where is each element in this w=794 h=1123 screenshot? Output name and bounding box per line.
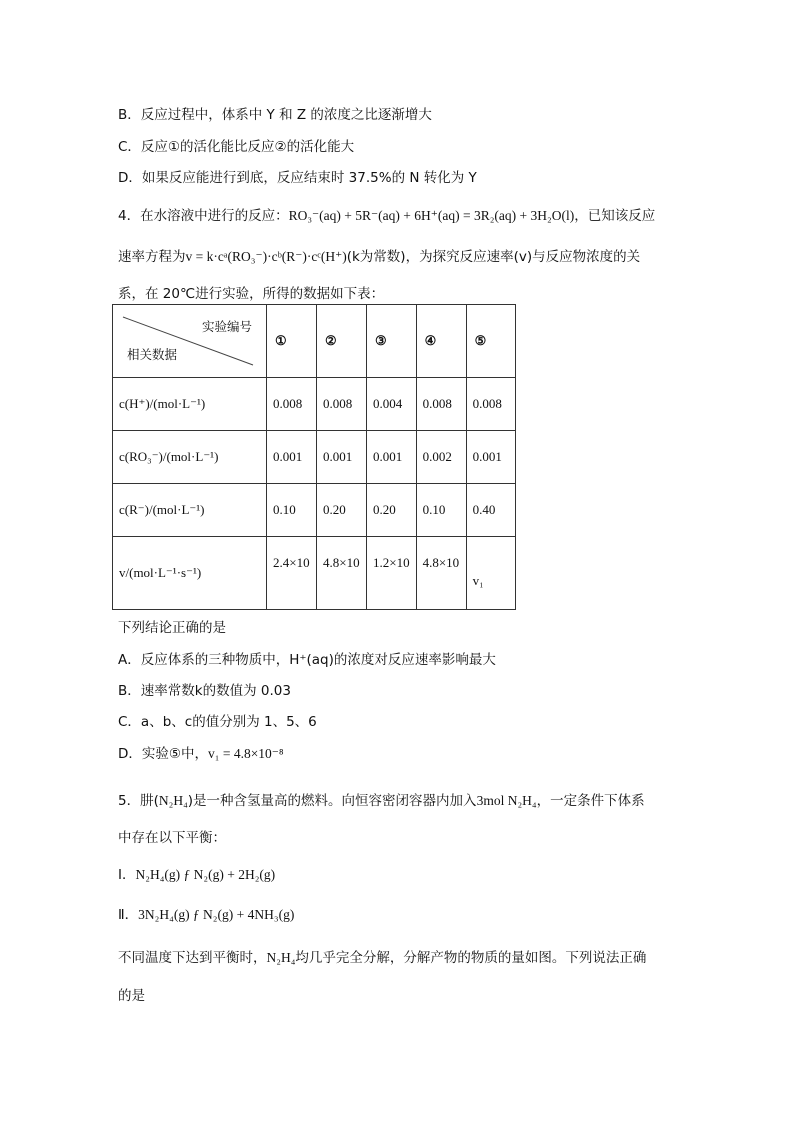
q4-line-3: 系，在 20℃进行实验，所得的数据如下表：: [118, 286, 385, 302]
q5-line3-end: 均几乎完全分解，分解产物的物质的量如图。下列说法正确: [295, 950, 647, 966]
table-row: [113, 431, 516, 484]
q5-line-2: 中存在以下平衡：: [118, 830, 226, 846]
q4-rate-end: (k为常数)，为探究反应速率(v)与反应物浓度的关: [346, 249, 641, 265]
experiment-table: [112, 304, 516, 610]
table-cell: 0.001: [317, 431, 367, 484]
col-header-4: ④: [416, 305, 466, 378]
table-cell: 0.001: [367, 431, 417, 484]
row-label: c(R⁻)/(mol·L⁻¹): [113, 484, 267, 537]
table-row: [113, 378, 516, 431]
diagonal-line: [113, 305, 267, 378]
table-cell: 0.008: [466, 378, 515, 431]
header-experiment-number: 实验编号: [201, 319, 252, 334]
q4-option-d-formula: v₁ = 4.8×10⁻⁸: [208, 746, 284, 761]
row-label: c(H⁺)/(mol·L⁻¹): [113, 378, 267, 431]
q4-after-table: 下列结论正确的是: [118, 620, 226, 636]
option-d-q3: D．如果反应能进行到底，反应结束时 37.5%的 N 转化为 Y: [118, 170, 477, 186]
option-b-q3: B．反应过程中，体系中 Y 和 Z 的浓度之比逐渐增大: [118, 107, 432, 123]
q5-n2h4: N₂H₄: [158, 793, 188, 808]
table-cell: 0.001: [267, 431, 317, 484]
q5-eq2-label: Ⅱ．: [118, 907, 139, 923]
diagonal-header-cell: [113, 305, 267, 378]
q5-line-4: 的是: [118, 988, 145, 1004]
q5-equation-2: [118, 903, 294, 923]
table-cell: 0.10: [267, 484, 317, 537]
q4-option-b: B．速率常数k的数值为 0.03: [118, 683, 291, 699]
q4-equation: RO₃⁻(aq) + 5R⁻(aq) + 6H⁺(aq) = 3R₂(aq) + 3H₂O(l): [288, 208, 575, 223]
table-cell: 4.8×10: [422, 555, 460, 570]
q4-option-c: C．a、b、c的值分别为 1、5、6: [118, 714, 317, 730]
q5-eq1: N₂H₄(g) ƒ N₂(g) + 2H₂(g): [135, 867, 276, 882]
q5-line-3: [118, 946, 646, 966]
table-row: [113, 537, 516, 610]
col-header-5: ⑤: [466, 305, 515, 378]
q4-intro: 4．在水溶液中进行的反应：: [118, 208, 289, 224]
q5-line1-end: ，一定条件下体系: [536, 793, 645, 809]
table-cell: 1.2×10: [373, 555, 410, 570]
table-cell: 4.8×10: [323, 555, 360, 570]
q4-option-a: A．反应体系的三种物质中，H⁺(aq)的浓度对反应速率影响最大: [118, 652, 496, 668]
q5-n2h4-2: N₂H₄: [266, 950, 296, 965]
q4-line-1: [118, 204, 655, 224]
table-cell: 0.008: [416, 378, 466, 431]
q4-known: ，已知该反应: [574, 208, 656, 224]
q4-rate-equation: v = k·cᵃ(RO₃⁻)·cᵇ(R⁻)·cᶜ(H⁺): [185, 249, 347, 264]
table-row: [113, 484, 516, 537]
q5-eq2: 3N₂H₄(g) ƒ N₂(g) + 4NH₃(g): [138, 907, 295, 922]
table-cell: 0.10: [416, 484, 466, 537]
header-related-data: 相关数据: [127, 347, 178, 362]
table-cell: 0.40: [466, 484, 515, 537]
table-cell: 0.20: [317, 484, 367, 537]
q5-equation-1: [118, 863, 275, 883]
table-cell: 0.008: [267, 378, 317, 431]
table-header-row: [113, 305, 516, 378]
table-cell: 0.20: [367, 484, 417, 537]
q4-option-d: [118, 742, 284, 762]
q5-line1-start: 5．肼(: [118, 793, 159, 809]
option-c-q3: C．反应①的活化能比反应②的活化能大: [118, 139, 355, 155]
row-label: c(RO₃⁻)/(mol·L⁻¹): [113, 431, 267, 484]
table-cell: 0.004: [367, 378, 417, 431]
q4-rate-start: 速率方程为: [118, 249, 186, 265]
q5-line3-start: 不同温度下达到平衡时，: [118, 950, 267, 966]
q5-line-1: [118, 789, 645, 809]
q4-option-d-text: D．实验⑤中，: [118, 746, 208, 762]
table-cell: 0.001: [466, 431, 515, 484]
q5-amount: 3mol N₂H₄: [476, 793, 537, 808]
q5-line1-mid: )是一种含氢量高的燃料。向恒容密闭容器内加入: [187, 793, 477, 809]
col-header-1: ①: [267, 305, 317, 378]
table-cell: 0.008: [317, 378, 367, 431]
col-header-2: ②: [317, 305, 367, 378]
row-label: v/(mol·L⁻¹·s⁻¹): [113, 537, 267, 610]
q5-eq1-label: I．: [118, 867, 136, 883]
table-cell: v₁: [472, 573, 484, 588]
col-header-3: ③: [367, 305, 417, 378]
table-cell: 0.002: [416, 431, 466, 484]
q4-line-2: [118, 245, 640, 265]
table-cell: 2.4×10: [273, 555, 310, 570]
